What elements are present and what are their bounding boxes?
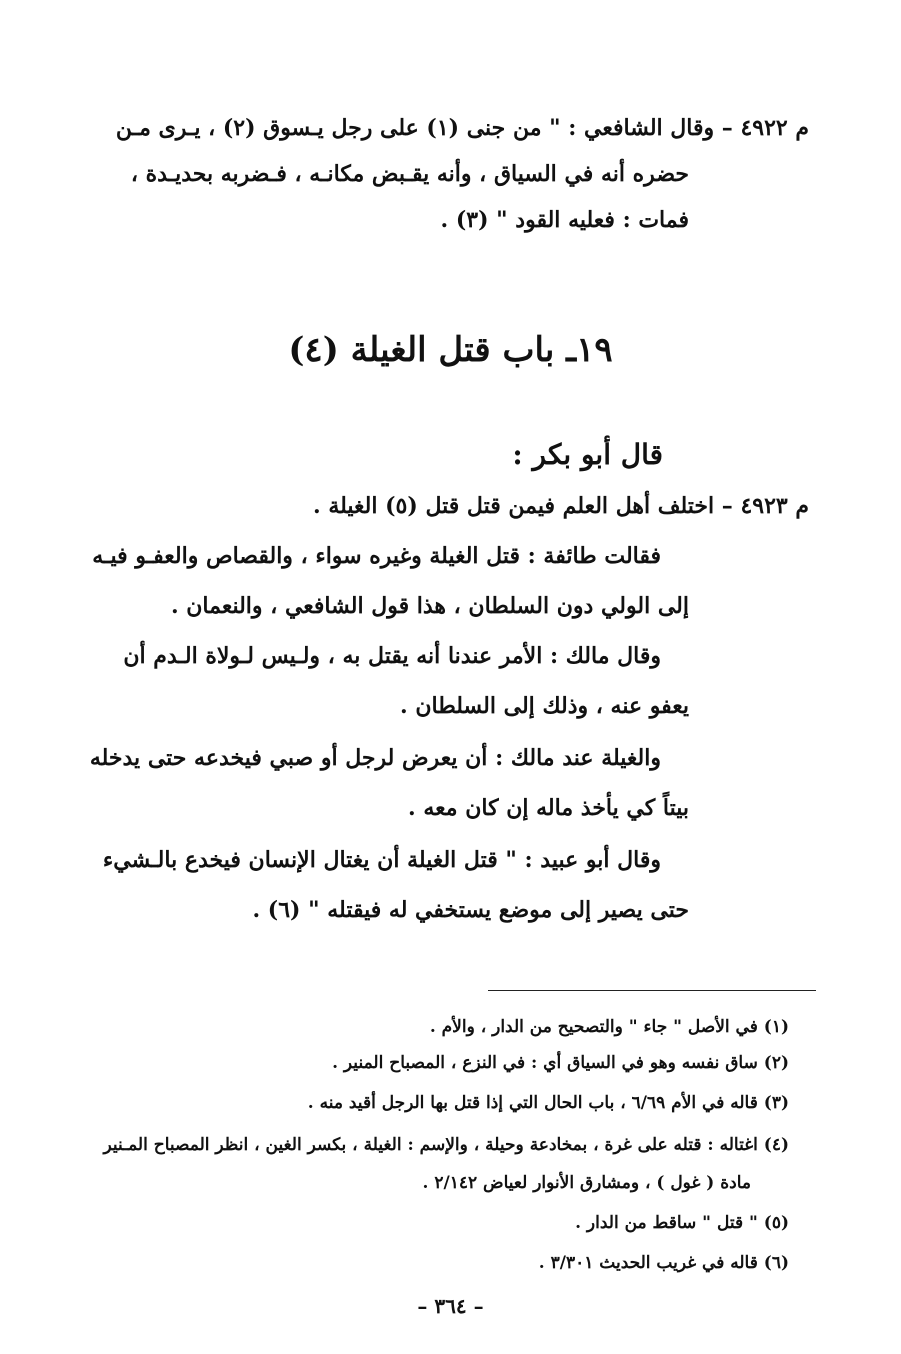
footnote-4: (٤) اغتاله : قتله على غرة ، بمخادعة وحيلة ، والإسم : الغيلة ، بكسر الغين ، انظر المصباح المـنير — [103, 1135, 789, 1155]
footnote-1: (١) في الأصل " جاء " والتصحيح من الدار ، والأم . — [429, 1017, 789, 1037]
entry-4922-line-1: م ٤٩٢٢ – وقال الشافعي : " من جنى (١) على رجل يـسوق (٢) ، يـرى مـن — [115, 115, 809, 141]
paragraph-line: إلى الولي دون السلطان ، هذا قول الشافعي ، والنعمان . — [170, 593, 689, 619]
paragraph-line: وقال أبو عبيد : " قتل الغيلة أن يغتال الإنسان فيخدع بالـشيء — [102, 847, 661, 873]
section-heading: قال أبو بكر : — [512, 438, 663, 471]
paragraph-line: حتى يصير إلى موضع يستخفي له فيقتله " (٦) . — [252, 897, 689, 923]
paragraph-line: فقالت طائفة : قتل الغيلة وغيره سواء ، والقصاص والعفـو فيـه — [92, 543, 661, 569]
chapter-title: ١٩ـ باب قتل الغيلة (٤) — [288, 330, 613, 370]
footnote-6: (٦) قاله في غريب الحديث ٣/٣٠١ . — [538, 1253, 789, 1273]
paragraph-line: بيتاً كي يأخذ ماله إن كان معه . — [408, 795, 689, 821]
paragraph-line: وقال مالك : الأمر عندنا أنه يقتل به ، ولـيس لـولاة الـدم أن — [123, 643, 661, 669]
paragraph-line: والغيلة عند مالك : أن يعرض لرجل أو صبي فيخدعه حتى يدخله — [89, 745, 661, 771]
entry-4923-line-1: م ٤٩٢٣ – اختلف أهل العلم فيمن قتل قتل (٥) الغيلة . — [313, 493, 809, 519]
footnote-5: (٥) " قتل " ساقط من الدار . — [575, 1213, 789, 1233]
entry-4922-line-3: فمات : فعليه القود " (٣) . — [440, 207, 689, 233]
page-number: – ٣٦٤ – — [417, 1294, 484, 1318]
paragraph-line: يعفو عنه ، وذلك إلى السلطان . — [400, 693, 689, 719]
entry-4922-line-2: حضره أنه في السياق ، وأنه يقـبض مكانـه ، فـضربه بحديـدة ، — [130, 161, 689, 187]
footnote-separator — [488, 990, 816, 991]
footnote-4-continuation: مادة ( غول ) ، ومشارق الأنوار لعياض ٢/١٤٢ . — [422, 1173, 751, 1193]
footnote-2: (٢) ساق نفسه وهو في السياق أي : في النزع ، المصباح المنير . — [332, 1053, 789, 1073]
footnote-3: (٣) قاله في الأم ٦/٦٩ ، باب الحال التي إذا قتل بها الرجل أقيد منه . — [307, 1093, 789, 1113]
